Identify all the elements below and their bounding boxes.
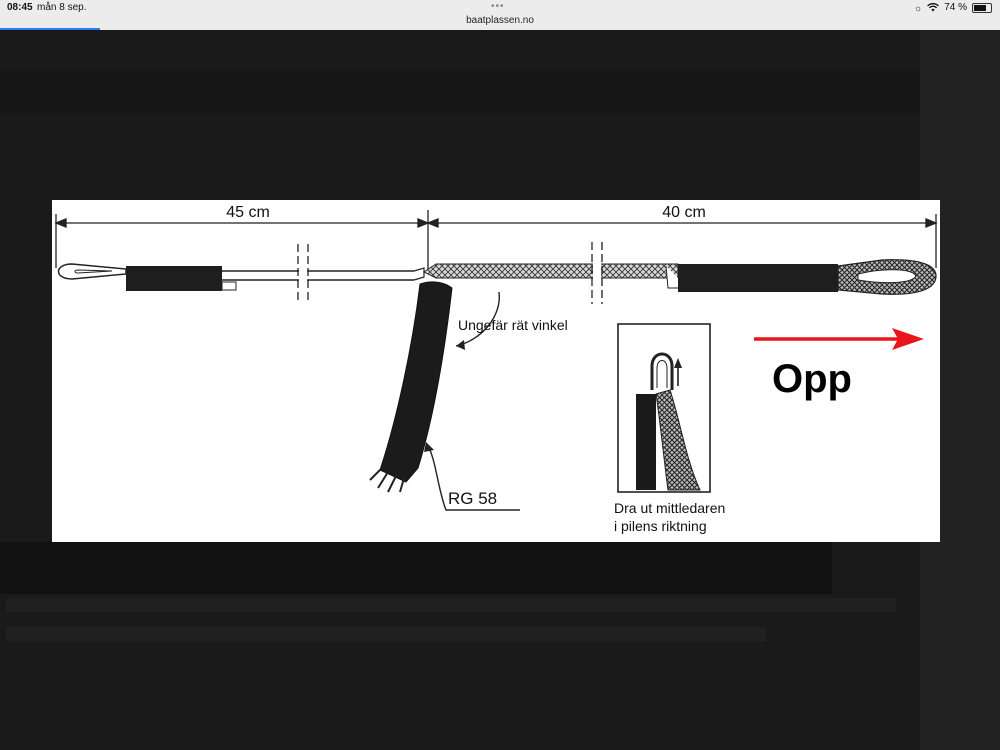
clock: 08:45 <box>7 2 33 13</box>
address-url[interactable]: baatplassen.no <box>466 15 534 26</box>
battery-percent: 74 % <box>944 2 967 13</box>
antenna-diagram-image[interactable] <box>52 200 940 542</box>
battery-icon <box>972 3 992 13</box>
multitasking-dots-icon[interactable]: ••• <box>491 1 505 12</box>
status-bar <box>0 0 1000 30</box>
wifi-icon <box>927 3 939 12</box>
dimmed-header-bar <box>0 70 920 114</box>
right-braid <box>424 260 936 295</box>
rg58-cable <box>370 282 452 492</box>
inset-caption-line-2: i pilens riktning <box>614 518 707 534</box>
left-wire <box>59 264 425 291</box>
dimension-left-label: 45 cm <box>226 204 270 221</box>
angle-label: Ungefär rät vinkel <box>458 317 568 333</box>
dimmed-text-line-1 <box>6 598 896 612</box>
dimension-right-label: 40 cm <box>662 204 706 221</box>
break-mark-right <box>592 242 602 304</box>
inset-caption-line-1: Dra ut mittledaren <box>614 500 726 516</box>
status-icons <box>914 2 992 13</box>
cable-arrowhead <box>424 442 434 452</box>
dimmed-content-box <box>0 542 832 594</box>
direction-label: Opp <box>772 357 852 401</box>
inset-detail <box>618 324 710 492</box>
angle-arrowhead <box>456 340 465 350</box>
date: mån 8 sep. <box>37 2 87 13</box>
break-mark-left <box>298 244 308 300</box>
direction-arrow-icon <box>754 328 924 350</box>
dimmed-text-line-2 <box>6 627 766 641</box>
antenna-diagram <box>52 200 940 542</box>
dimension-lines <box>56 210 936 270</box>
brightness-icon: ☼ <box>913 2 923 13</box>
cable-label: RG 58 <box>448 489 498 508</box>
